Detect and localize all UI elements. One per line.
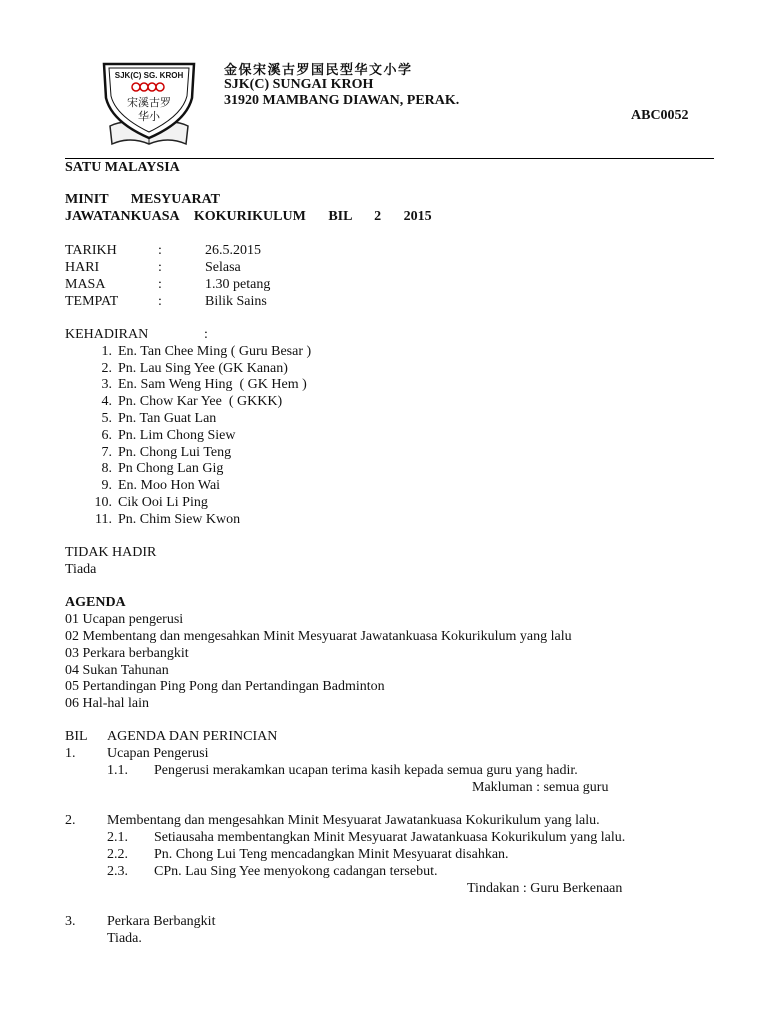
agenda-item: 03 Perkara berbangkit — [65, 646, 189, 661]
attendee-item — [101, 445, 232, 461]
reference-code: ABC0052 — [631, 108, 689, 123]
attendee-item — [101, 394, 283, 410]
agenda-item: 02 Membentang dan mengesahkan Minit Mesyuarat Jawatankuasa Kokurikulum yang lalu — [65, 629, 572, 644]
detail-colon: : — [158, 277, 162, 292]
motto: SATU MALAYSIA — [65, 160, 180, 175]
attendee-number: 7. — [101, 445, 112, 460]
detail-colon: : — [158, 243, 162, 258]
agenda-item: 01 Ucapan pengerusi — [65, 612, 184, 627]
section-note: Tindakan : Guru Berkenaan — [467, 881, 623, 896]
attendee-number: 1. — [101, 344, 112, 359]
attendee-name: Pn. Tan Guat Lan — [118, 411, 217, 426]
attendee-item — [101, 478, 221, 494]
section-title: Perkara Berbangkit — [107, 914, 216, 929]
attendee-number: 10. — [94, 495, 112, 510]
attendee-number: 8. — [101, 461, 112, 476]
detail-label-date: TARIKH — [65, 243, 117, 258]
logo-text-middle: 宋溪古罗 — [127, 96, 171, 109]
attendee-name: En. Tan Chee Ming ( Guru Besar ) — [118, 344, 312, 359]
absent-label: TIDAK HADIR — [65, 545, 157, 560]
logo-text-bottom: 华小 — [138, 110, 160, 123]
agenda-item: 04 Sukan Tahunan — [65, 663, 169, 678]
attendee-name: En. Moo Hon Wai — [118, 478, 221, 493]
detail-value-day: Selasa — [205, 260, 241, 275]
attendee-item — [101, 361, 288, 377]
attendee-name: En. Sam Weng Hing ( GK Hem ) — [118, 377, 307, 392]
subsection-number: 2.2. — [107, 847, 128, 862]
attendee-name: Pn. Lau Sing Yee (GK Kanan) — [118, 361, 288, 376]
subsection-text: CPn. Lau Sing Yee menyokong cadangan tersebut. — [154, 864, 438, 879]
detail-label-venue: TEMPAT — [65, 294, 119, 309]
attendee-name: Cik Ooi Li Ping — [118, 495, 208, 510]
document-title: MINIT MESYUARAT — [65, 192, 220, 207]
subsection-text: Pn. Chong Lui Teng mencadangkan Minit Mesyuarat disahkan. — [154, 847, 509, 862]
school-name: SJK(C) SUNGAI KROH — [224, 77, 374, 92]
column-header-agenda: AGENDA DAN PERINCIAN — [107, 729, 278, 744]
subsection-text: Setiausaha membentangkan Minit Mesyuarat Jawatankuasa Kokurikulum yang lalu. — [154, 830, 626, 845]
attendee-item — [101, 428, 236, 444]
section-number: 3. — [65, 914, 76, 929]
attendee-name: Pn. Chim Siew Kwon — [118, 512, 241, 527]
section-number: 1. — [65, 746, 76, 761]
detail-label-time: MASA — [65, 277, 106, 292]
absent-value: Tiada — [65, 562, 97, 577]
attendee-item — [101, 377, 307, 393]
subsection-number: 2.1. — [107, 830, 128, 845]
section-title: Ucapan Pengerusi — [107, 746, 209, 761]
attendee-number: 5. — [101, 411, 112, 426]
section-number: 2. — [65, 813, 76, 828]
detail-colon: : — [158, 260, 162, 275]
attendee-item — [101, 344, 312, 360]
section-body: Tiada. — [107, 931, 142, 946]
attendee-number: 2. — [101, 361, 112, 376]
school-crest-logo — [96, 56, 202, 152]
attendee-name: Pn Chong Lan Gig — [118, 461, 224, 476]
detail-label-day: HARI — [65, 260, 100, 275]
document-subtitle: JAWATANKUASA KOKURIKULUM BIL 2 2015 — [65, 209, 432, 224]
agenda-heading: AGENDA — [65, 595, 126, 610]
attendee-name: Pn. Lim Chong Siew — [118, 428, 236, 443]
attendee-name: Pn. Chong Lui Teng — [118, 445, 232, 460]
attendee-item — [101, 411, 217, 427]
attendee-number: 4. — [101, 394, 112, 409]
agenda-item: 05 Pertandingan Ping Pong dan Pertandingan Badminton — [65, 679, 385, 694]
school-address: 31920 MAMBANG DIAWAN, PERAK. — [224, 93, 460, 108]
attendee-item — [94, 495, 208, 511]
section-title: Membentang dan mengesahkan Minit Mesyuarat Jawatankuasa Kokurikulum yang lalu. — [107, 813, 600, 828]
attendee-number: 6. — [101, 428, 112, 443]
attendee-item — [101, 461, 224, 477]
attendee-number: 11. — [95, 512, 112, 527]
attendee-number: 9. — [101, 478, 112, 493]
subsection-text: Pengerusi merakamkan ucapan terima kasih kepada semua guru yang hadir. — [154, 763, 578, 778]
subsection-number: 2.3. — [107, 864, 128, 879]
column-header-bil: BIL — [65, 729, 88, 744]
detail-colon: : — [158, 294, 162, 309]
attendee-number: 3. — [101, 377, 112, 392]
detail-value-date: 26.5.2015 — [205, 243, 261, 258]
agenda-item: 06 Hal-hal lain — [65, 696, 149, 711]
section-note: Makluman : semua guru — [472, 780, 609, 795]
school-name-chinese: 金保宋溪古罗国民型华文小学 — [224, 62, 413, 77]
attendance-label: KEHADIRAN — [65, 327, 149, 342]
attendance-colon: : — [204, 327, 208, 342]
logo-text-top: SJK(C) SG. KROH — [114, 71, 184, 80]
attendee-name: Pn. Chow Kar Yee ( GKKK) — [118, 394, 283, 409]
detail-value-time: 1.30 petang — [205, 277, 271, 292]
attendee-item — [95, 512, 241, 528]
header-divider — [65, 158, 714, 159]
detail-value-venue: Bilik Sains — [205, 294, 267, 309]
subsection-number: 1.1. — [107, 763, 128, 778]
